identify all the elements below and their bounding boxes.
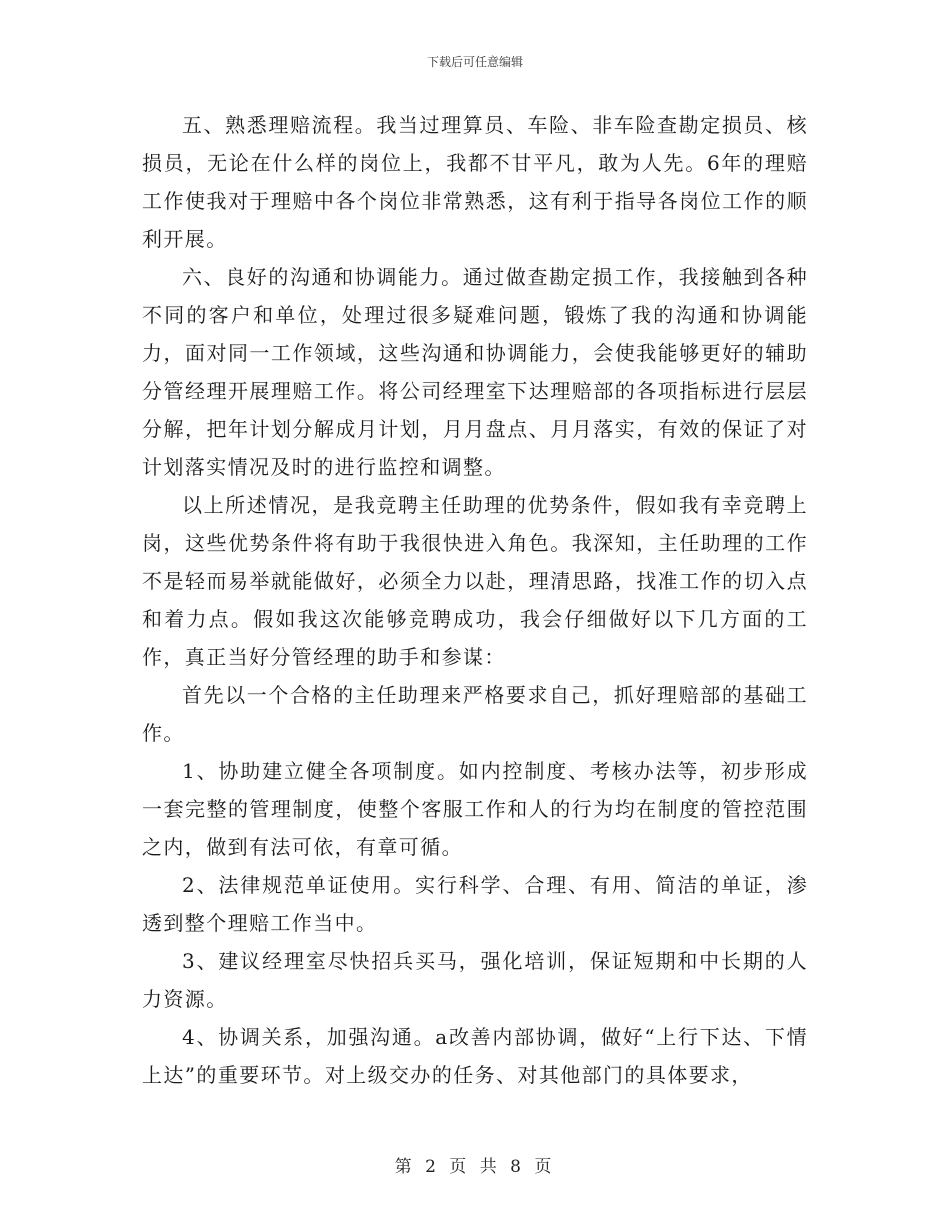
paragraph: 2、法律规范单证使用。实行科学、合理、有用、简洁的单证，渗透到整个理赔工作当中。	[142, 873, 808, 935]
paragraph: 五、熟悉理赔流程。我当过理算员、车险、非车险查勘定损员、核损员，无论在什么样的岗位上，我都不甘平凡，敢为人先。6年的理赔工作使我对于理赔中各个岗位非常熟悉，这有利于指导各岗位工作的顺利开展。	[142, 113, 808, 251]
paragraph: 首先以一个合格的主任助理来严格要求自己，抓好理赔部的基础工作。	[142, 683, 808, 745]
document-body	[142, 106, 808, 1094]
page-number: 第 2 页 共 8 页	[394, 1157, 556, 1177]
page-header: 下载后可任意编辑	[426, 55, 523, 69]
paragraph: 4、协调关系，加强沟通。a改善内部协调，做好“上行下达、下情上达”的重要环节。对上级交办的任务、对其他部门的具体要求，	[142, 1025, 808, 1087]
paragraph: 以上所述情况，是我竞聘主任助理的优势条件，假如我有幸竞聘上岗，这些优势条件将有助于我很快进入角色。我深知，主任助理的工作不是轻而易举就能做好，必须全力以赴，理清思路，找准工作的切入点和着力点。假如我这次能够竞聘成功，我会仔细做好以下几方面的工作，真正当好分管经理的助手和参谋：	[142, 493, 808, 669]
paragraph: 1、协助建立健全各项制度。如内控制度、考核办法等，初步形成一套完整的管理制度，使整个客服工作和人的行为均在制度的管控范围之内，做到有法可依，有章可循。	[142, 759, 808, 859]
paragraph: 六、良好的沟通和协调能力。通过做查勘定损工作，我接触到各种不同的客户和单位，处理过很多疑难问题，锻炼了我的沟通和协调能力，面对同一工作领域，这些沟通和协调能力，会使我能够更好的辅助分管经理开展理赔工作。将公司经理室下达理赔部的各项指标进行层层分解，把年计划分解成月计划，月月盘点、月月落实，有效的保证了对计划落实情况及时的进行监控和调整。	[142, 265, 808, 479]
paragraph: 3、建议经理室尽快招兵买马，强化培训，保证短期和中长期的人力资源。	[142, 949, 808, 1011]
